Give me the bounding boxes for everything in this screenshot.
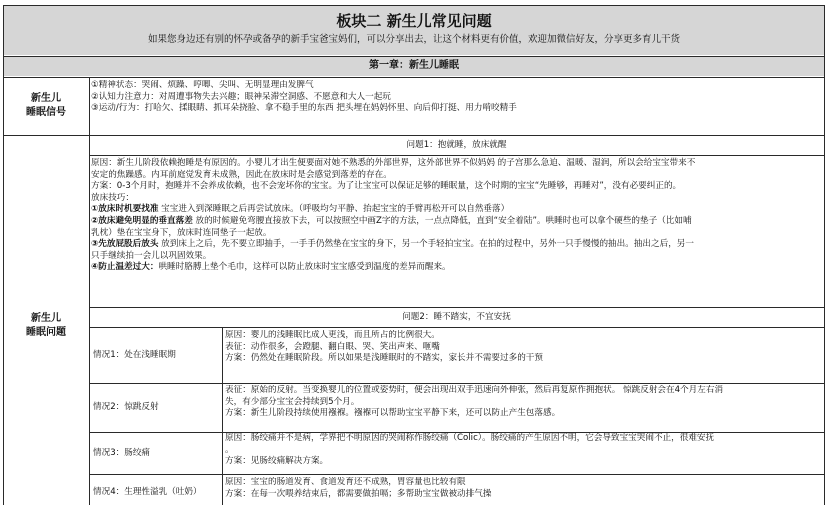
rule-after-q2-title: [89, 327, 825, 328]
document-header: [4, 6, 824, 55]
signal-line: ②认知力注意力：对周遭事物失去兴趣；眼神呆滞空洞感、不愿意和大人一起玩: [91, 91, 391, 102]
question2-title: 问题2：睡不踏实，不宜安抚: [402, 312, 511, 322]
tip-body: 宝宝进入到深睡眠之后再尝试放床。（呼吸均匀平静、抬起宝宝的手臂再松开可以自然垂落）: [158, 204, 510, 215]
tip-head: ③先放屁股后放头: [91, 239, 159, 250]
rule-after-situation2: [89, 432, 825, 433]
q1-tip: [91, 204, 824, 216]
signal-line: ①精神状态：哭闹、烦躁、哼唧、尖叫、无明显理由发脾气: [91, 80, 314, 90]
situation-line: 方案：见肠绞痛解决方案。: [225, 456, 329, 467]
rule-before-q2: [89, 307, 825, 308]
situation-line: 。: [225, 444, 234, 455]
tip-body: 乳枕）垫在宝宝身下，放床时连同垫子一起放。: [91, 227, 272, 238]
tip-body: 只手继续拍一会儿以巩固效果。: [91, 250, 212, 261]
border-top: [3, 5, 825, 6]
rule-after-header: [3, 56, 825, 57]
situation2-content: [225, 385, 824, 431]
tip-head: ④防止温差过大：: [91, 262, 159, 273]
situation-label-divider: [222, 327, 223, 505]
category-divider: [89, 77, 90, 505]
q1-tip: [91, 262, 824, 274]
tip-head: ②放床避免明显的垂直落差: [91, 215, 193, 226]
signals-label-line2: 睡眠信号: [26, 107, 66, 118]
situation3-content: [225, 433, 824, 473]
signal-line: ③运动/行为：打哈欠、揉眼睛、抓耳朵挠脸、拿不稳手里的东西 把头埋在妈妈怀里、向后仰打挺、用力啃咬精手: [91, 103, 517, 114]
q1-tip: [91, 216, 824, 228]
rule-after-chapter: [3, 77, 825, 78]
q1-tip: [91, 239, 824, 251]
document-subtitle: 如果您身边还有别的怀孕或备孕的新手宝爸宝妈们，可以分享出去，让这个材料更有价值，欢迎加微信好友，分享更多育儿干货: [147, 34, 680, 45]
situation4-label: 情况4：生理性溢乳（吐奶）: [93, 487, 202, 497]
tip-body: 放到床上之后，先不要立即抽手，一手手仍然垫在宝宝的身下，另一个手轻拍宝宝。在拍的过程中，另外一只手慢慢的抽出。抽出之后，另一: [158, 239, 694, 250]
rule-after-signals: [3, 135, 825, 136]
signals-category: [4, 78, 88, 134]
chapter-title: 第一章：新生儿睡眠: [4, 57, 824, 76]
q1-line: 方案：0-3个月时，抱睡并不会养成依赖，也不会宠坏你的宝宝。为了让宝宝可以保证足够的睡眠量，这个时期的宝宝“先睡够，再睡对”，没有必要纠正的。: [91, 181, 682, 192]
q1-line: 原因：新生儿阶段依赖抱睡是有原因的。小婴儿才出生便要面对她不熟悉的外部世界，这外部世界不似妈妈 的子宫那么急迫、温暖、湿润，所以会给宝宝带来不: [91, 158, 696, 168]
situation-line: 表征：动作很多，会蹬腿、翻白眼、哭、笑出声来、咂嘴: [225, 341, 440, 352]
question1-body: [91, 156, 824, 306]
q1-line: 放床技巧：: [91, 192, 134, 203]
situation-line: 原因：婴儿的浅睡眠比成人更浅，而且所占的比例很大。: [225, 330, 440, 340]
q1-line: 安定的焦躁感。内耳前庭觉发育未成熟，因此在放床时是会感觉到落差的存在。: [91, 169, 392, 180]
q1-tip: [91, 228, 824, 240]
question1-title: 问题1：抱就睡，放床就醒: [406, 140, 507, 150]
situation3-label: 情况3：肠绞痛: [93, 448, 151, 458]
problems-label-line1: 新生儿: [31, 313, 61, 324]
document-title: 板块二 新生儿常见问题: [336, 12, 492, 30]
situation-line: 方案：在每一次喂养结束后，都需要做拍嗝；多帮助宝宝做被动排气操: [225, 488, 492, 499]
situation1-content: [225, 330, 824, 382]
tip-body: 放的时候避免弯腰直接放下去，可以按照空中画Z字的方法，一点点降低，直到“安全着陆”。哄睡时也可以拿个硬些的垫子（比如哺: [192, 215, 692, 226]
situation-line: 表征：原始的反射。当变换婴儿的位置或姿势时，便会出现出双手迅速向外伸张，然后再复原作拥抱状。 惊跳反射会在4个月左右消: [225, 385, 724, 395]
situation2-label: 情况2：惊跳反射: [93, 402, 159, 412]
q1-tip: [91, 251, 824, 263]
tip-head: ①放床时机要找准: [91, 204, 159, 215]
border-left: [3, 5, 4, 505]
signals-label-line1: 新生儿: [31, 93, 61, 104]
rule-after-situation1: [89, 383, 825, 384]
situation-line: 原因：肠绞痛并不是病，学界把不明原因的哭闹称作肠绞痛（Colic）。肠绞痛的产生原因不明，它会导致宝宝哭闹不止，很难安抚: [225, 433, 715, 443]
rule-after-q1-title: [89, 155, 825, 156]
situation1-label: 情况1：处在浅睡眠期: [93, 350, 176, 360]
situation-line: 原因：宝宝的肠道发育、食道发育还不成熟，胃容量也比较有限: [225, 477, 466, 487]
problems-label-line2: 睡眠问题: [26, 327, 66, 338]
situation-line: 失，有少部分宝宝会持续到5个月。: [225, 396, 360, 407]
situation-line: 方案：仍然处在睡眠阶段。所以如果是浅睡眠时的不踏实，家长并不需要过多的干预: [225, 353, 543, 364]
problems-category: [4, 136, 88, 505]
situation4-content: [225, 477, 824, 505]
border-right: [824, 5, 825, 505]
rule-after-situation3: [89, 474, 825, 475]
situation-line: 方案：新生儿阶段持续使用襁褓。襁褓可以帮助宝宝平静下来，还可以防止产生包落感。: [225, 408, 561, 419]
tip-body: 哄睡时胳膊上垫个毛巾，这样可以防止放床时宝宝感受到温度的差异而醒来。: [158, 262, 451, 273]
signals-content: [91, 80, 822, 134]
